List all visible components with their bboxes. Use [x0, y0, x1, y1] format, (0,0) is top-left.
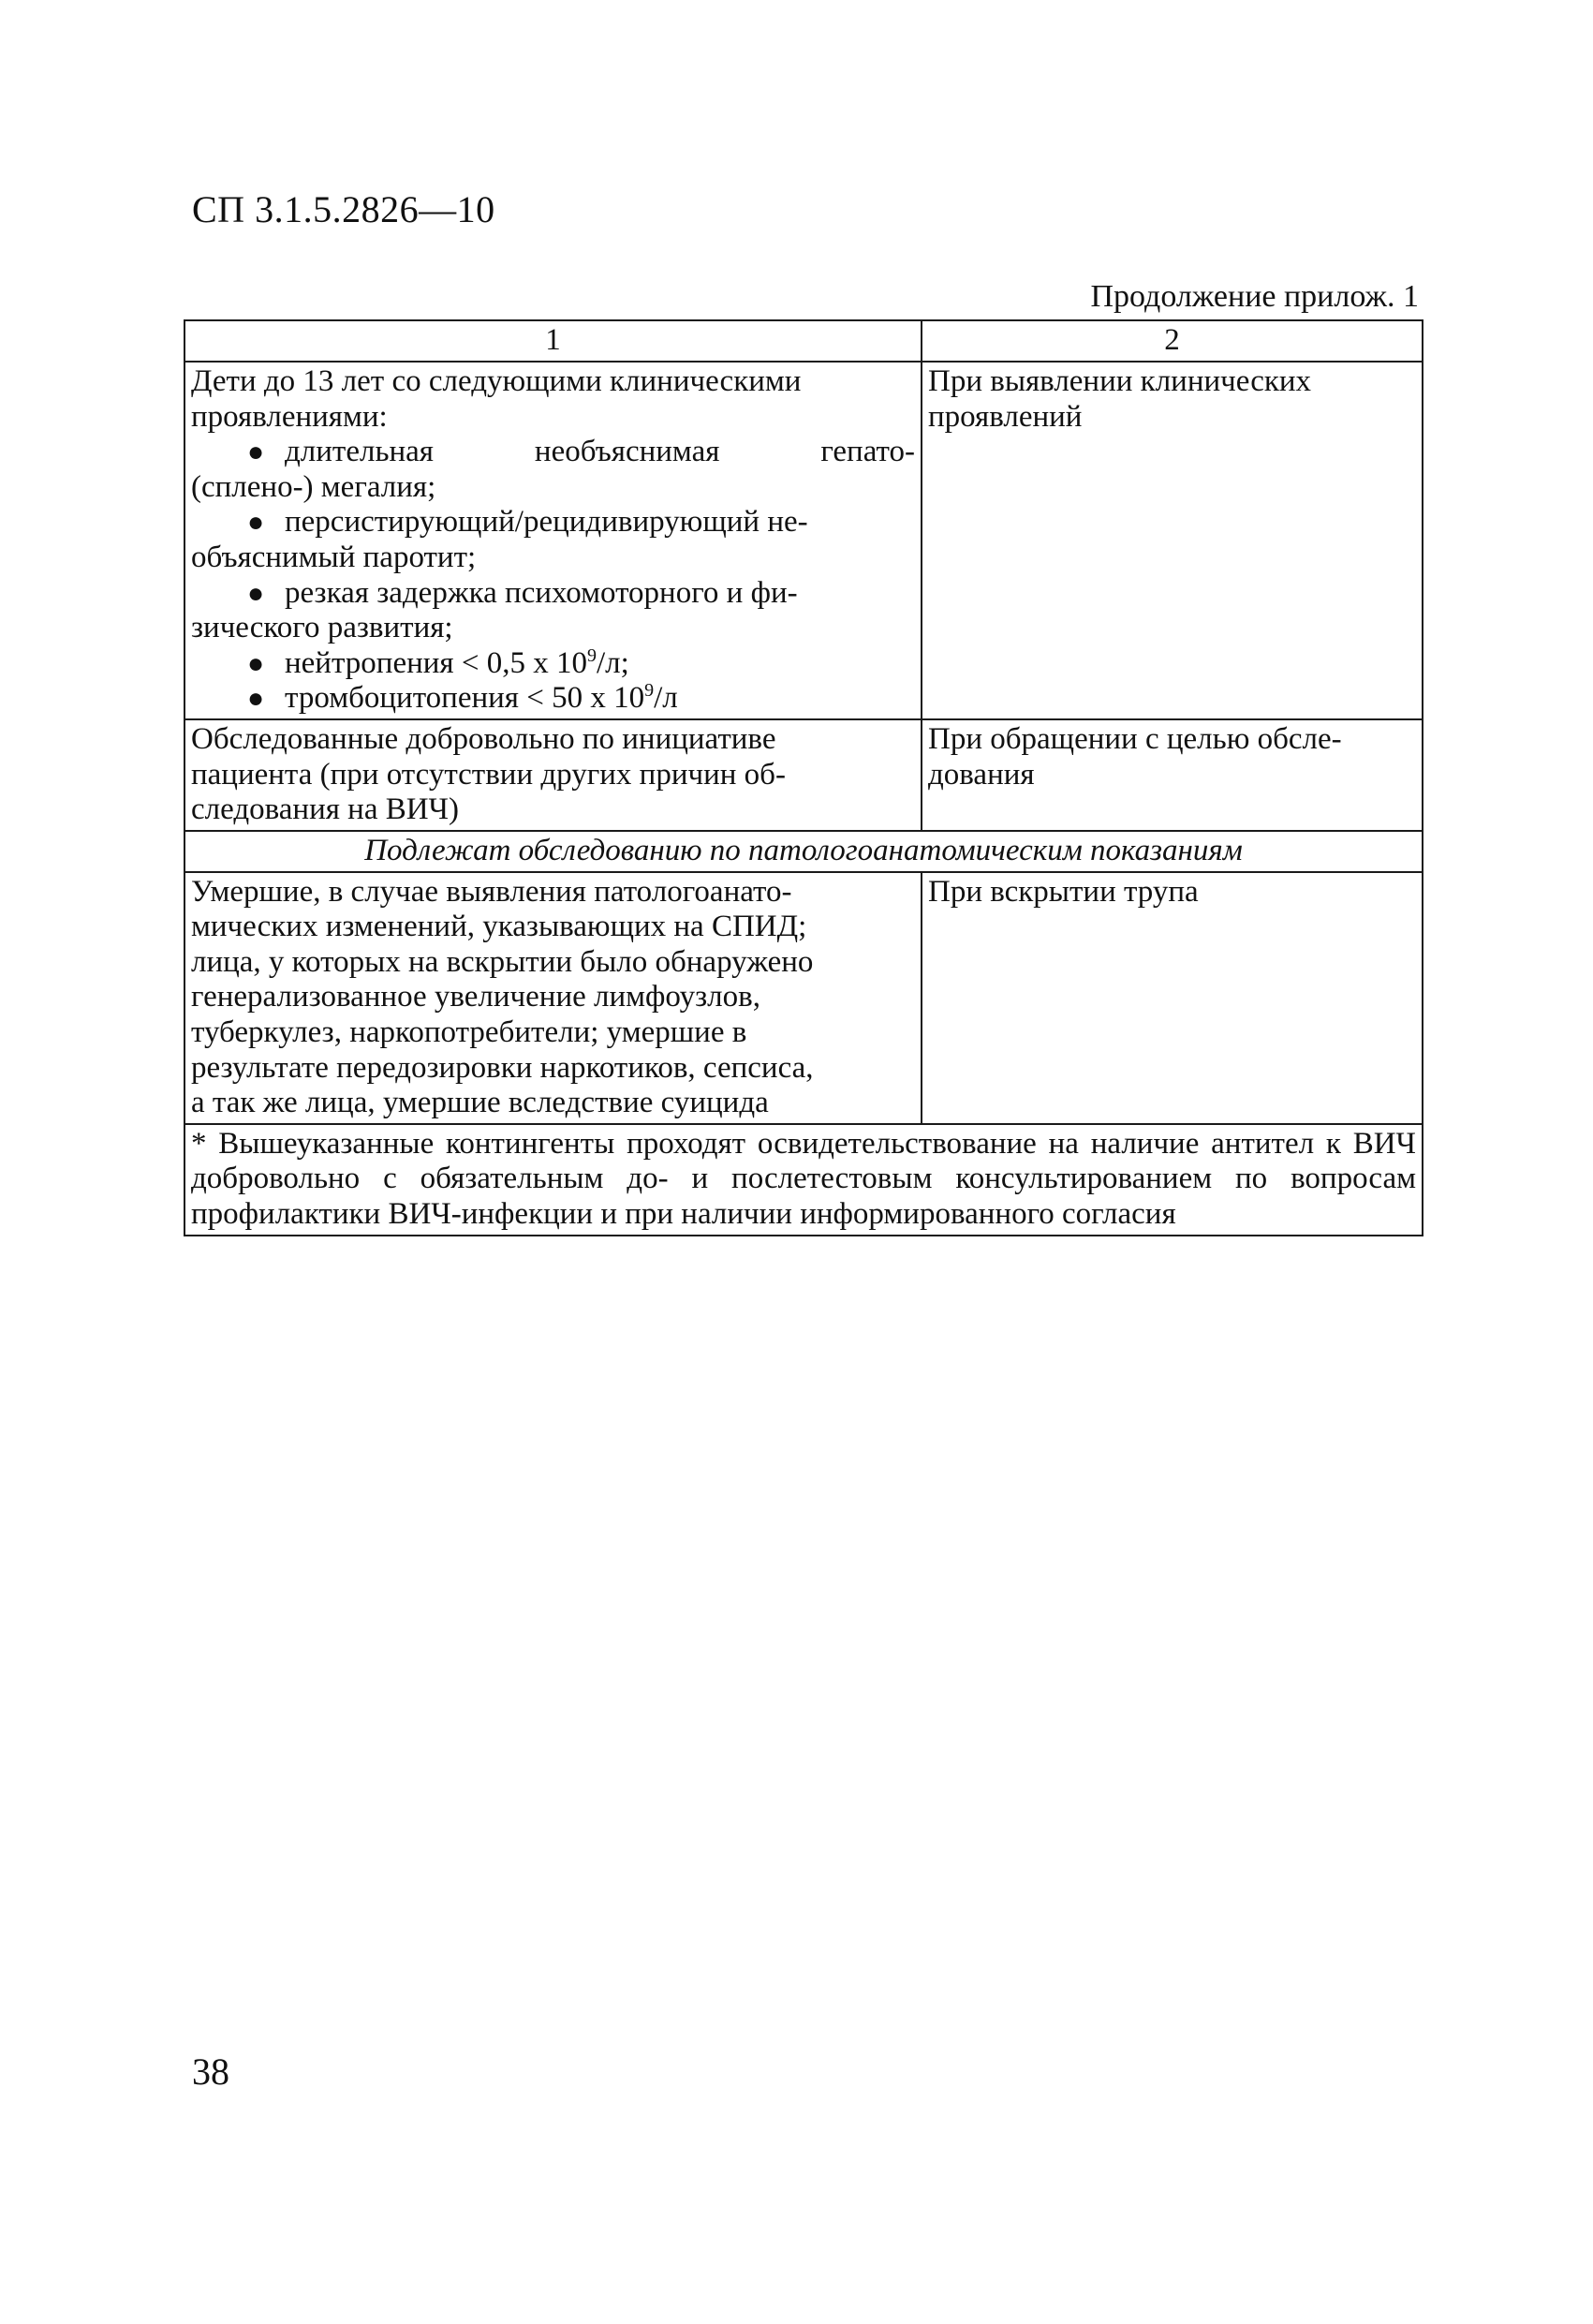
list-item: ● нейтропения < 0,5 х $10^9/л$; [247, 644, 629, 680]
list-item-continuation: зического развития; [191, 611, 453, 645]
row1-intro-line: проявлениями: [191, 399, 388, 434]
table-row [184, 872, 1423, 1124]
list-item: ● персистирующий/рецидивирующий не- [247, 505, 808, 540]
document-code: СП 3.1.5.2826—10 [192, 188, 495, 230]
table-row [184, 719, 1423, 831]
list-item-continuation: объяснимый паротит; [191, 540, 477, 575]
row1-col1 [184, 362, 922, 719]
row2-col2: При обращении с целью обсле- дования [922, 719, 1423, 831]
table-row [184, 362, 1423, 719]
bullet-icon: ● [247, 647, 265, 679]
bullet-icon: ● [247, 577, 265, 609]
appendix-table [184, 319, 1423, 1236]
column-header-1: 1 [184, 320, 922, 362]
bullet-icon: ● [247, 683, 265, 715]
section-title: Подлежат обследованию по патологоанатомическим показаниям [184, 831, 1423, 872]
list-item: ● резкая задержка психомоторного и фи- [247, 575, 798, 610]
bullet-icon: ● [247, 507, 265, 539]
row3-col2: При вскрытии трупа [922, 872, 1423, 1124]
column-header-2: 2 [922, 320, 1423, 362]
continuation-label: Продолжение прилож. 1 [1090, 279, 1419, 314]
row1-intro-line: Дети до 13 лет со следующими клиническими [191, 364, 802, 398]
list-item: ● тромбоцитопения < 50 х $10^9/л$ [247, 680, 678, 716]
page-number: 38 [192, 2050, 229, 2093]
footnote-row [184, 1124, 1423, 1236]
row2-col1: Обследованные добровольно по инициативе пациента (при отсутствии других причин об- следования на ВИЧ) [184, 719, 922, 831]
row3-col1: Умершие, в случае выявления патологоанато- мических изменений, указывающих на СПИД; лица, у которых на вскрытии было обнаружено генерализованное увеличение лимфоузлов, туберкулез, наркопотребители; умершие в результате передозировки наркотиков, сепсиса, а так же лица, умершие вследствие суицида [184, 872, 922, 1124]
section-row [184, 831, 1423, 872]
footnote: * Вышеуказанные контингенты проходят освидетельствование на наличие антител к ВИЧ добровольно с обязательным до- и послетестовым консультированием по вопросам профилактики ВИЧ-инфекции и при наличии информированного согласия [184, 1124, 1423, 1236]
bullet-icon: ● [247, 437, 265, 468]
list-item: ● длительная необъяснимая гепато- [247, 435, 915, 469]
table-header-row [184, 320, 1423, 362]
list-item-continuation: (сплено-) мегалия; [191, 469, 436, 504]
row1-col2: При выявлении клинических проявлений [922, 362, 1423, 719]
